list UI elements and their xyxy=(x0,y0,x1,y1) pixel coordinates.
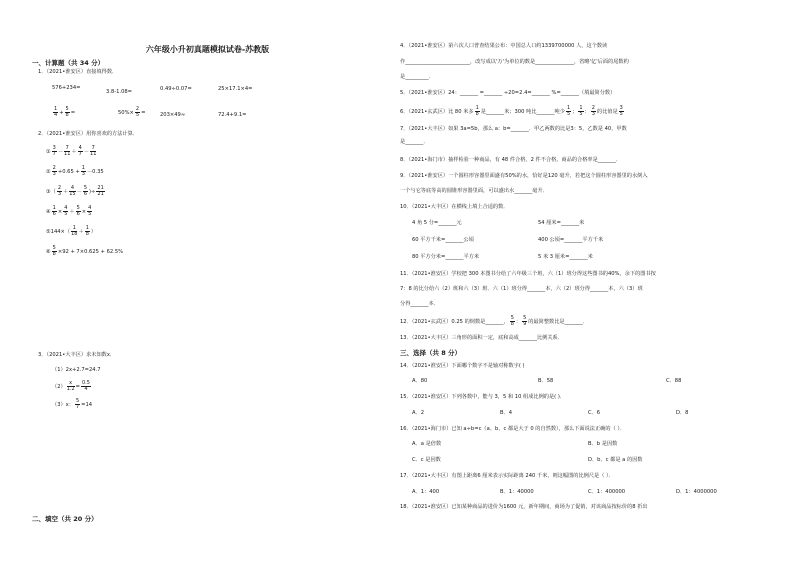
q2-line-4: ④ $\frac{1}{6}$ × $\frac{4}{5}$ ＋ $\frac{5}{6}$ × $\frac{4}{5}$ xyxy=(46,205,92,217)
q6: 6．（2021•玄武区）比 80 米多 $\frac{1}{8}$ 是_______米；300 吨比_______吨少 $\frac{1}{5}$ ； $\frac{1}{5}$ ： $\frac{2}{3}$ 的比值是 $\frac{3}{5}$ xyxy=(400,105,623,117)
q14: 14．（2021•淮安区）下面哪个数字不是轴对称数字( ) xyxy=(400,363,525,369)
q16-option-d[interactable]: D．b、c 都是 a 的因数 xyxy=(588,457,643,463)
q11-line-1: 11．（2021•淮安区）学校把 300 本图书分给了六年级三个班，六（1）班分得这些图书的40%，余下的图书按 xyxy=(400,271,656,277)
q1-item-2: 3.8-1.08= xyxy=(106,89,133,95)
q14-option-b[interactable]: B．58 xyxy=(538,378,554,384)
fraction: $\frac{1}{4}$ xyxy=(54,106,58,118)
q10-d: 400 公顷=_______平方千米 xyxy=(538,237,604,243)
q2-text: 2．（2021•淮安区）用你喜欢的方法计算． xyxy=(38,131,138,137)
q17-option-d[interactable]: D．1：4000000 xyxy=(676,489,717,495)
q9-line-2: 一个与它等底等高的圆锥形容器里面，可以盛出水_______毫升． xyxy=(400,188,548,194)
q10-b: 54 厘米=_______米 xyxy=(538,220,585,226)
page-title: 六年级小升初真题模拟试卷-苏教版 xyxy=(145,45,270,54)
q1-item-3: 0.49÷0.07= xyxy=(160,86,192,92)
section-2-heading: 二、填空（共 20 分） xyxy=(32,515,98,523)
q1-item-8: 72.4+9.1= xyxy=(218,112,247,118)
q2-line-6: ⑥ $\frac{5}{8}$ ×92 + 7×0.625 + 62.5% xyxy=(46,245,124,257)
fraction: $\frac{5}{8}$ xyxy=(65,106,69,118)
section-1-heading: 一、计算题（共 34 分） xyxy=(32,59,105,67)
q10-a: 4 角 5 分=_______元 xyxy=(412,220,462,226)
q4-line-3: 是_________． xyxy=(400,74,434,80)
q17: 17．（2021•大丰区）有图上距离6 厘米表示实际距离 240 千米，则这幅图的比例尺是（ ）． xyxy=(400,473,614,479)
q9-line-1: 9．（2021•淮安区）一个圆柱形容器里面盛有50%的水，恰好是120 毫升，若把这个圆柱形容器里的水倒入 xyxy=(400,173,648,179)
q10-e: 80 平方分米=_______平方米 xyxy=(412,254,480,260)
q14-option-c[interactable]: C．88 xyxy=(666,378,682,384)
q3-line-3: （3）x： $\frac{5}{7}$ =14 xyxy=(52,398,93,410)
q2-line-1: ① $\frac{3}{7}$ － $\frac{7}{11}$ ＋ $\frac{4}{7}$ － $\frac{7}{11}$ xyxy=(46,145,97,157)
q16-option-b[interactable]: B．b 是因数 xyxy=(588,441,618,447)
q16: 16．（2021•海门市）已知 a÷b=c（a、b、c 都是大于 0 的自然数），那么下面说法正确的（ ）． xyxy=(400,426,626,432)
q10-f: 5 米 3 厘米=_______米 xyxy=(538,254,593,260)
q4-line-2: 作_________________________，改写成以'万'为单位的数是_______________，省略'亿'后面的尾数约 xyxy=(400,59,629,65)
q2-line-3: ③（ $\frac{2}{3}$ ＋ $\frac{4}{15}$ － $\frac{5}{6}$ )÷ $\frac{21}{21}$ xyxy=(46,185,104,197)
q3-line-2: （2） $\frac{x}{1.2}$ = $\frac{0.5}{4}$ xyxy=(52,380,90,392)
q17-option-a[interactable]: A．1：400 xyxy=(412,489,440,495)
q15-option-c[interactable]: C．6 xyxy=(588,410,601,416)
q17-option-b[interactable]: B．1：40000 xyxy=(500,489,534,495)
q1-item-4: 25×17.1×4= xyxy=(218,86,253,92)
q3-text: 3．（2021•大丰区）求未知数x． xyxy=(38,352,116,358)
q18: 18．（2021•淮安区）已知某种商品的进价为1600 元，新年期间，商场为了促销，对该商品按标价的8 折出 xyxy=(400,504,648,510)
q1-item-1: 576+234= xyxy=(52,85,81,91)
q1-item-7: 203×49≈ xyxy=(160,112,186,118)
q16-option-c[interactable]: C．c 是因数 xyxy=(412,457,441,463)
section-3-heading: 三、选择（共 8 分） xyxy=(400,349,462,357)
q16-option-a[interactable]: A．a 是倍数 xyxy=(412,441,442,447)
q7-line-2: 是_______． xyxy=(400,139,429,145)
q15-option-b[interactable]: B．4 xyxy=(500,410,513,416)
q8: 8．（2021•海门市）抽样检验一种商品，有 48 件合格，2 件不合格，商品的合格率是_______． xyxy=(400,157,622,163)
q7-line-1: 7．（2021•大丰区）如果 3a=5b，那么 a：b=_______．甲乙两数的比是3：5，乙数是 40，甲数 xyxy=(400,126,627,132)
q15-option-a[interactable]: A．2 xyxy=(412,410,425,416)
q1-text: 1．（2021•淮安区）直接填得数． xyxy=(38,69,118,75)
q5: 5．（2021•淮安区）24：_______ =_______ ÷20=2.4=_______ %=_______（填最简分数） xyxy=(400,90,616,96)
q1-item-6: 50%× $\frac{2}{5}$ = xyxy=(118,106,146,118)
q2-line-2: ② $\frac{2}{3}$ +0.65 + $\frac{1}{3}$ －0.35 xyxy=(46,165,104,177)
fraction: $\frac{2}{5}$ xyxy=(135,106,140,118)
q17-option-c[interactable]: C．1：400000 xyxy=(588,489,626,495)
q11-line-3: 分得_______本． xyxy=(400,301,439,307)
q10: 10．（2021•大丰区）在横线上填上合适的数． xyxy=(400,204,509,210)
q4-line-1: 4．（2021•淮安区）第六次人口普查结果公布：中国总人口约1339700000 人，这个数读 xyxy=(400,43,608,49)
q14-option-a[interactable]: A．80 xyxy=(412,378,428,384)
q12: 12．（2021•玄武区）0.25 的倒数是_______， $\frac{5}{8}$ ： $\frac{5}{9}$ 的最简整数比是_______． xyxy=(400,315,588,327)
q11-line-2: 7：8 的比分给六（2）班和六（3）班．六（1）班分得_______本，六（2）班分得_______本，六（3）班 xyxy=(400,286,643,292)
q2-line-5: ⑤144×（ $\frac{1}{18}$ ＋ $\frac{1}{8}$ ） xyxy=(46,225,97,237)
q10-c: 60 平方千米=_______公顷 xyxy=(412,237,474,243)
q15: 15．（2021•淮安区）下列各数中，能与 3，5 和 10 组成比例的是( )． xyxy=(400,394,566,400)
q1-item-5: $\frac{1}{4}$ + $\frac{5}{8}$ = xyxy=(54,106,76,118)
q3-line-1: （1）2x+2.7=24.7 xyxy=(52,367,101,373)
q15-option-d[interactable]: D．8 xyxy=(676,410,689,416)
q13: 13．（2021•大丰区）三角形的面积一定，底和高成_______比例关系． xyxy=(400,335,563,341)
